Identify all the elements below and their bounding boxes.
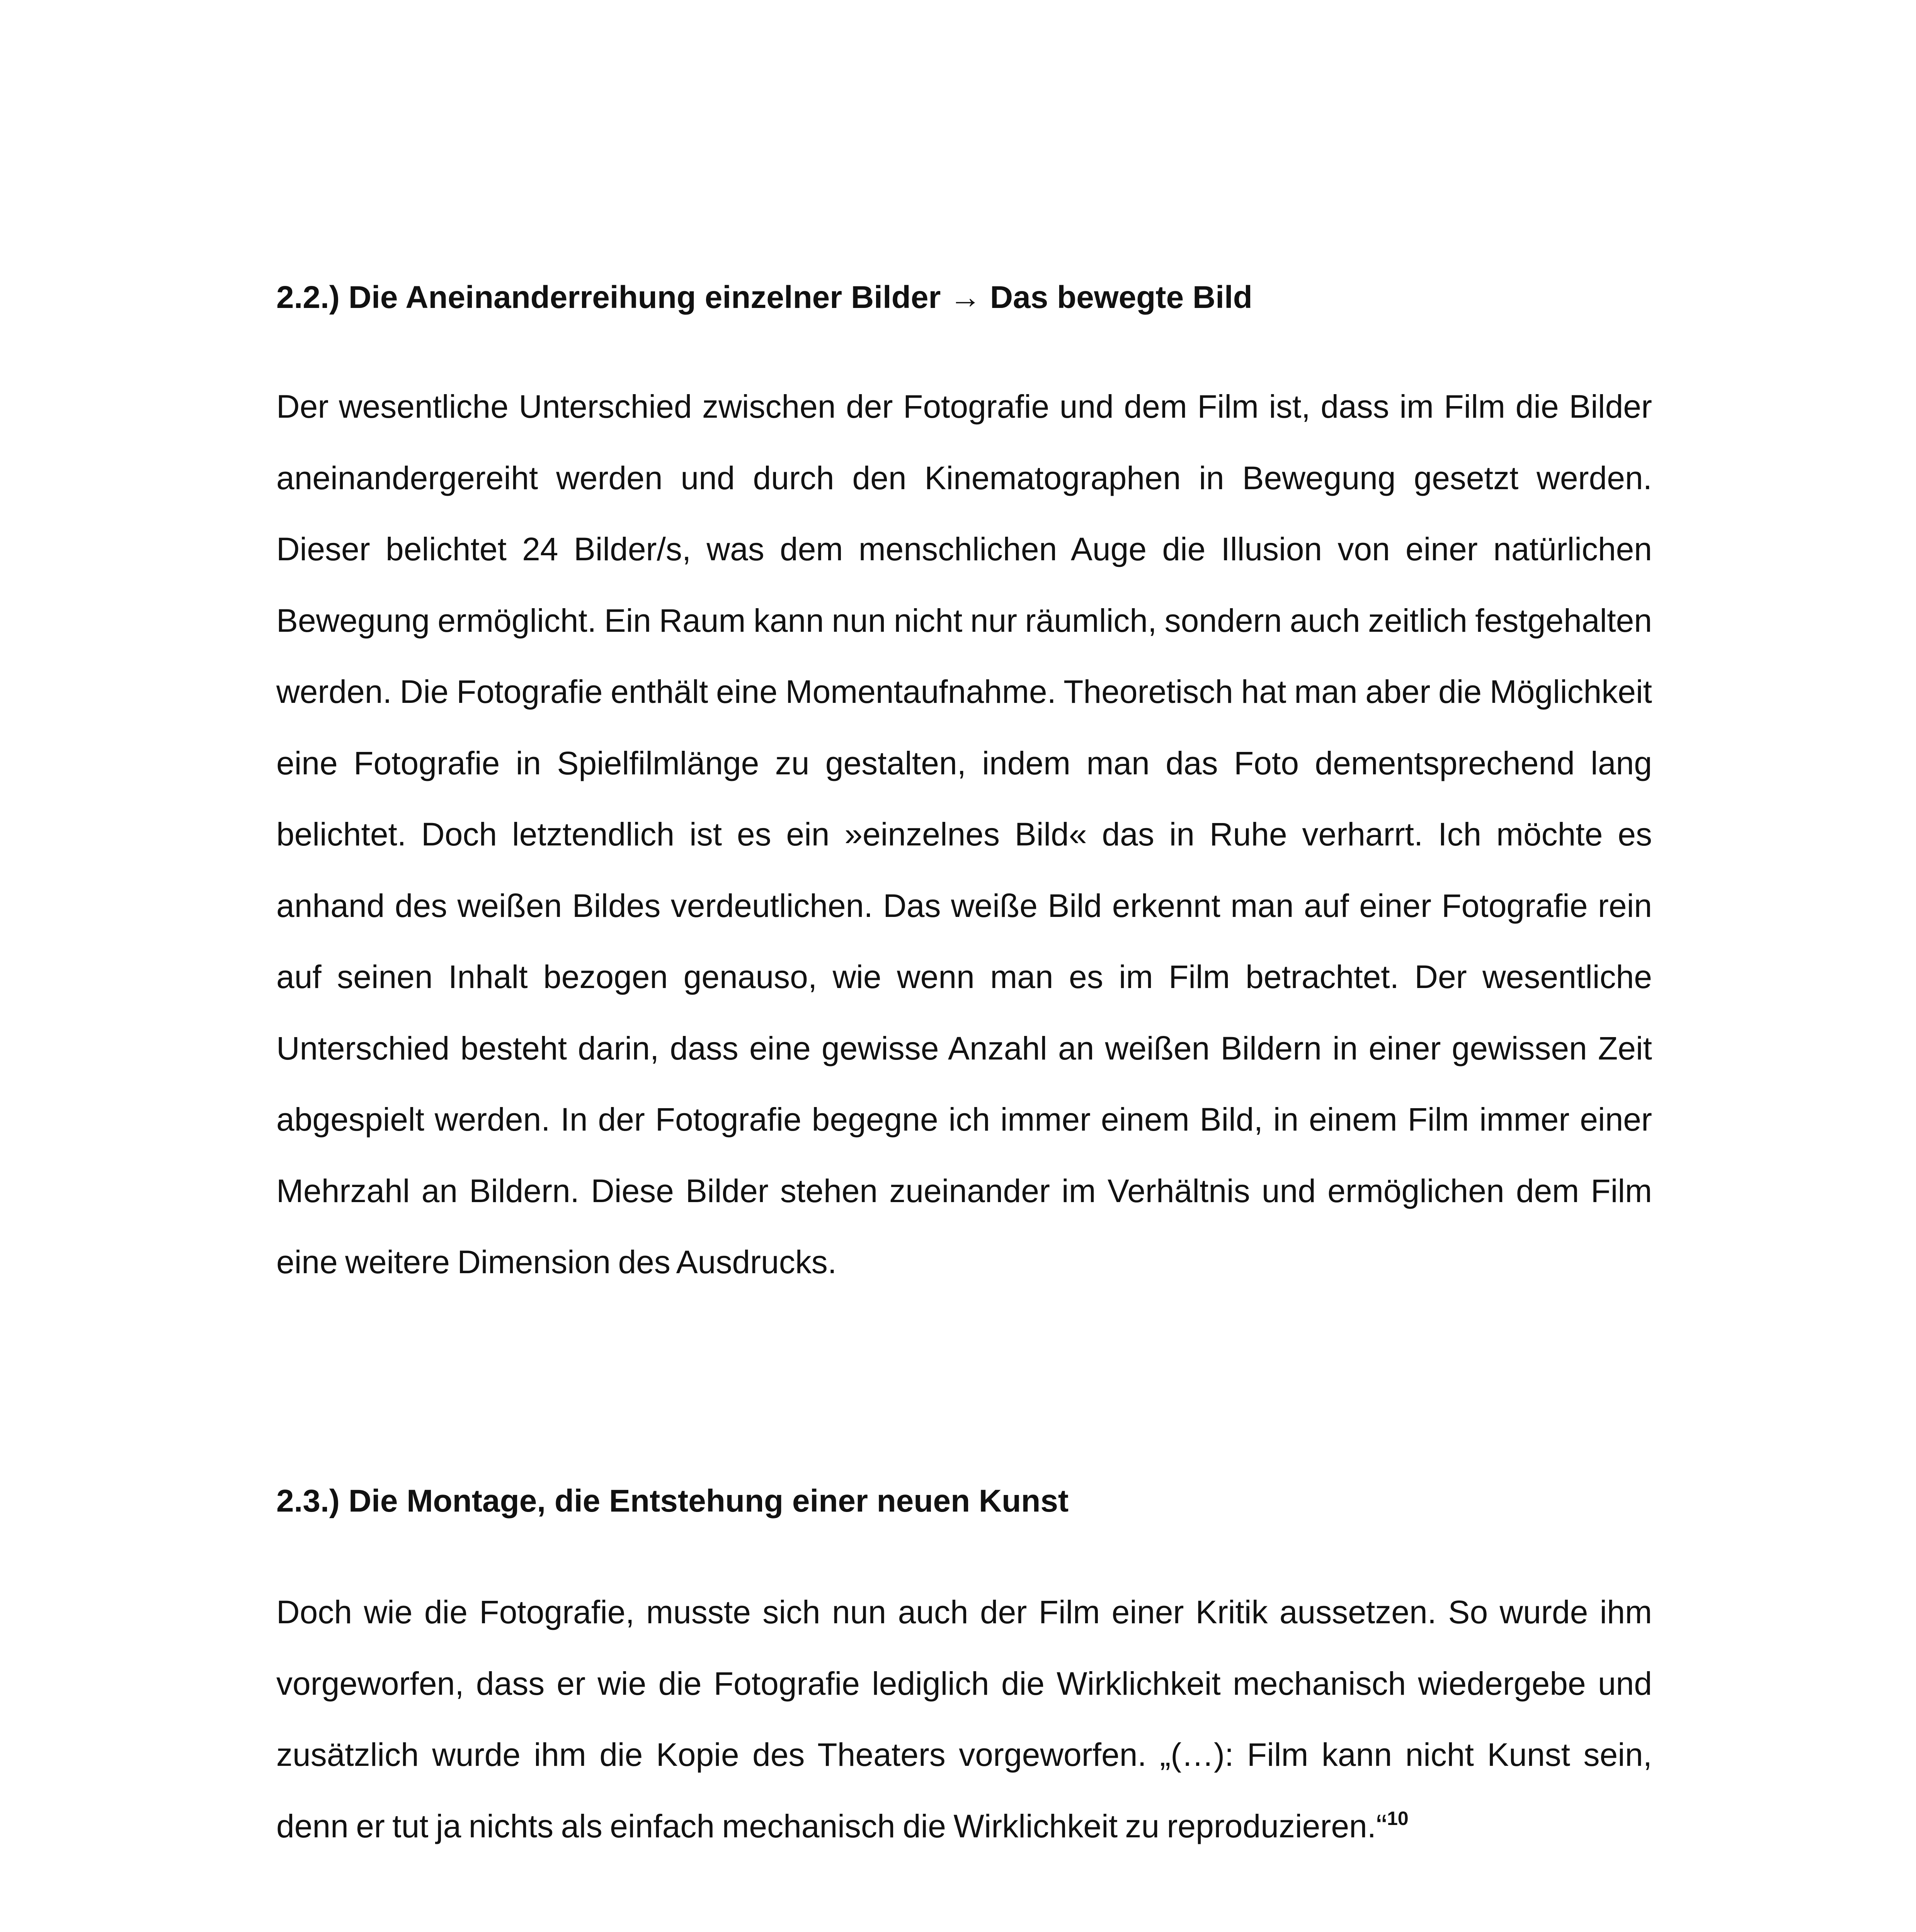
section-paragraph-2-3-text: Doch wie die Fotografie, musste sich nun auch der Film einer Kritik aussetzen. So wurde ihm vorgeworfen, dass er wie die Fotografie lediglich die Wirklichkeit mechanisch wiedergebe und zusätzlich wurde ihm die Kopie des Theaters vorgeworfen. „(…): Film kann nicht Kunst sein, denn er tut ja nichts als einfach mechanisch die Wirklichkeit zu reproduzieren.“ [276,1594,1652,1844]
footnote-reference: 10 [1387,1807,1409,1829]
section-paragraph-2-2: Der wesentliche Unterschied zwischen der Fotografie und dem Film ist, dass im Film die Bilder aneinandergereiht werden und durch den Kinematographen in Bewegung gesetzt werden. Dieser belichtet 24 Bilder/s, was dem menschlichen Auge die Illusion von einer natürlichen Bewegung ermöglicht. Ein Raum kann nun nicht nur räumlich, sondern auch zeitlich festgehalten werden. Die Fotografie enthält eine Momentaufnahme. Theoretisch hat man aber die Möglichkeit eine Fotografie in Spielfilmlänge zu gestalten, indem man das Foto dementsprechend lang belichtet. Doch letztendlich ist es ein »einzelnes Bild« das in Ruhe verharrt. Ich möchte es anhand des weißen Bildes verdeutlichen. Das weiße Bild erkennt man auf einer Fotografie rein auf seinen Inhalt bezogen genauso, wie wenn man es im Film betrachtet. Der wesentliche Unterschied besteht darin, dass eine gewisse Anzahl an weißen Bildern in einer gewissen Zeit abgespielt werden. In der Fotografie begegne ich immer einem Bild, in einem Film immer einer Mehrzahl an Bildern. Diese Bilder stehen zueinander im Verhältnis und ermöglichen dem Film eine weitere Dimension des Ausdrucks. [276,388,1652,1280]
section-paragraph-2-3 [276,1577,1652,1862]
section-heading-2-3: 2.3.) Die Montage, die Entstehung einer neuen Kunst [276,1483,1069,1519]
section-heading-2-2: 2.2.) Die Aneinanderreihung einzelner Bilder → Das bewegte Bild [276,280,1252,315]
